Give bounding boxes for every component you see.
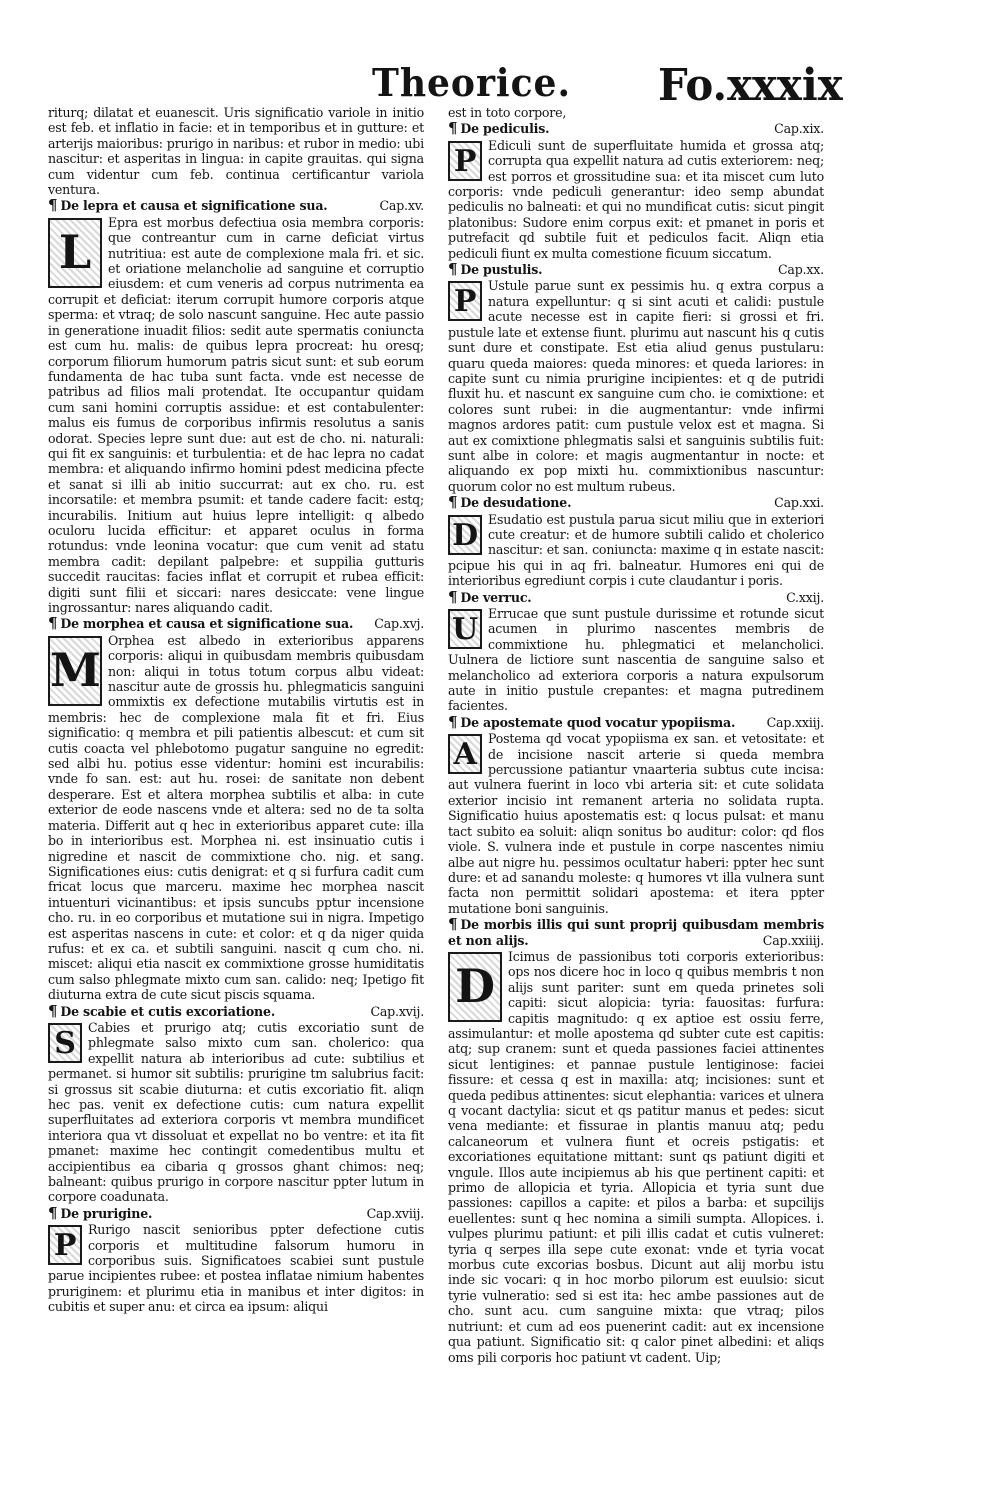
chapter-number: Cap.xxiij. xyxy=(766,714,824,730)
heading-text: De scabie et cutis excoriatione. xyxy=(60,1003,276,1019)
heading-text: De verruc. xyxy=(460,589,532,605)
heading-text: De pediculis. xyxy=(460,121,550,137)
right-column xyxy=(448,105,824,1365)
right-paragraph: Errucae que sunt pustule durissime et rotunde sicut acumen in plurimo nascentes membris de commixtione hu. phlegmatici et melancholici. Uulnera de lictiore sunt nascentia de sanguine salso et melancholico ad exteriora corporis a natura expulsorum aute in initio pustule crepantes: et magna putredinem facientes. xyxy=(448,606,824,714)
chapter-heading xyxy=(48,1001,424,1020)
chapter-number: Cap.xvj. xyxy=(374,616,424,632)
chapter-heading xyxy=(448,262,824,277)
heading-text: De pustulis. xyxy=(460,262,543,278)
chapter-number: Cap.xix. xyxy=(774,121,824,137)
chapter-heading xyxy=(48,1203,424,1222)
pilcrow-icon: ¶ xyxy=(48,1203,58,1222)
chapter-heading xyxy=(48,198,424,213)
chapter-number: Cap.xx. xyxy=(777,262,824,278)
chapter-number: Cap.xv. xyxy=(379,198,424,214)
chapter-heading xyxy=(448,121,824,136)
left-paragraph: Epra est morbus defectiua osia membra corporis: que contreantur cum in carne deficiat virtus nutritiua: est aute de complexione mala fri. et sic. et oriatione melancholie ad sanguine et corruptio eiusdem: et cum veneris ad corpus nutrimenta ea corrupit et deficiat: iterum corrupit humore corporis atque sperma: et vtraq; de solo nascunt sanguine. Hec aute passio in generatione inuadit filios: sedit aute spermatis coniuncta est cum hu. malis: de quibus lepra procreat: hu oresq; corporum filiorum humorum patris sicut sunt: et sub eorum fundamenta de hac tuba sunt facta. vnde est necesse de patribus ad filios mali protendat. Ite occupantur quidam cum sani homini corruptis assidue: et est contabulenter: malus eis fumus de corporibus infirmis resolutus a sanis odorat. Species lepre sunt due: aut est de cho. ni. naturali: qui fit ex sanguinis: et turbulentia: et de hac lepra no cadat membra: et aliquando infirmo homini pdest medicina pfecte et sanat si illi ab initio succurrat: aut ex cho. ru. est incorsatile: et membra psumit: et tande cadere facit: estq; incurabilis. Initium aut huius lepre intelligit: q albedo oculoru lucida efficitur: et apparet oculus in forma rotundus: vnde leonina vocatur: que cum venit ad statu membra cadit: depilant palpebre: et suppilia gutturis succedit raucitas: facies inflat et corrupit et rubea efficit: digiti sunt filii et siccari: nares desiccate: vene lingue ingrossantur: nares aliquando cadit. xyxy=(48,214,424,615)
right-paragraph: Postema qd vocat ypopiisma ex san. et vetositate: et de incisione nascit arterie si queda membra percussione patiantur vnaarteria subtus cute incisa: aut vulnera fuerint in loco vbi arteria sit: et cute solidata exterior incisio int remanent arteria no solidata rupta. Significatio huius apostematis est: q locus pulsat: et manu tact subito ea soluit: aliqn sonitus bo auditur: color: qd flos viole. S. vulnera inde et pustule in corpe nascentes nimiu albe aut nigre hu. pessimos ocultatur haberi: ppter hec sunt dure: et ad sanandu moleste: q humores vt illa vulnera sunt facta non permittit solidari apostema: et itera ppter mutatione boni sanguinis. xyxy=(448,731,824,916)
heading-text: De morphea et causa et significatione sua. xyxy=(60,616,354,632)
woodcut-initial: L xyxy=(48,218,102,288)
right-paragraph: Ediculi sunt de superfluitate humida et grossa atq; corrupta qua expellit natura ad cutis exteriorem: neq; est porros et grossitudine sua: et ita miscet cum luto corporis: vnde pediculi generantur: ideo semp abundat pediculis no balneati: et qui no mundificat cutis: sicut pingit platonibus: Sudore enim corpus exit: et pmanet in poris et putrefacit qd subtile fuit et pediculos facit. Aliqn etia pediculi fiunt ex multa comestione ficuum siccatum. xyxy=(448,137,824,261)
pilcrow-icon: ¶ xyxy=(48,614,58,633)
pilcrow-icon: ¶ xyxy=(48,196,58,215)
heading-text: De desudatione. xyxy=(460,495,572,511)
woodcut-initial: U xyxy=(448,609,482,649)
pilcrow-icon: ¶ xyxy=(448,587,458,606)
woodcut-initial: A xyxy=(448,734,482,774)
chapter-number: Cap.xviij. xyxy=(366,1205,424,1221)
chapter-heading xyxy=(448,495,824,510)
chapter-number: C.xxij. xyxy=(786,589,824,605)
right-paragraph: Ustule parue sunt ex pessimis hu. q extra corpus a natura expelluntur: q si sint acuti et calidi: pustule acute necesse est in capite fieri: si grossi et fri. pustule late et extense fiunt. plurimu aut nascunt his q cutis sunt dure et constipate. Est etia aliud genus pustularu: quaru queda maiores: queda minores: et queda lariores: in capite sunt cu nimia prurigine incipientes: et q de putridi fluxit hu. et nascunt ex sanguine cum cho. ie comixtione: et colores sunt rubei: in die augmentantur: vnde infirmi magnos ardores patit: cum pustule velox est et magna. Si aut ex comixtione phlegmatis salsi et sanguinis subtilis fuit: sunt albe in colore: et magis augmentantur in nocte: et aliquando ex pop mixti hu. commixtionibus nascuntur: quorum color no est multum rubeus. xyxy=(448,278,824,494)
woodcut-initial: D xyxy=(448,952,502,1022)
heading-text: De prurigine. xyxy=(60,1205,153,1221)
pilcrow-icon: ¶ xyxy=(448,712,458,731)
pilcrow-icon: ¶ xyxy=(448,493,458,512)
woodcut-initial: D xyxy=(448,515,482,555)
left-paragraph: Rurigo nascit senioribus ppter defectione cutis corporis et multitudine falsorum humoru in corporibus suis. Significatoes scabiei sunt pustule parue incipientes rubee: et postea inflatae nimium habentes pruriginem: et plurimu etia in manibus et inter digitos: in cubitis et super anu: et circa ea ipsum: aliqui xyxy=(48,1222,424,1315)
pilcrow-icon: ¶ xyxy=(448,915,458,934)
heading-text: De morbis illis qui sunt proprij quibusdam membris et non alijs. xyxy=(448,917,824,948)
right-paragraph: Esudatio est pustula parua sicut miliu que in exteriori cute creatur: et de humore subtili calido et cholerico nascitur: et san. coniuncta: maxime q in estate nascit: pcipue his qui in aq fri. balneatur. Humores eni qui de interioribus egrediunt corpis i cute claudantur i poris. xyxy=(448,511,824,589)
running-title: Theorice. xyxy=(372,60,571,105)
chapter-number: Cap.xxi. xyxy=(774,495,824,511)
chapter-heading xyxy=(448,712,824,731)
folio-number: Fo.xxxix xyxy=(658,60,843,111)
heading-text: De lepra et causa et significatione sua. xyxy=(60,198,328,214)
chapter-heading xyxy=(448,587,824,606)
right-paragraph: est in toto corpore, xyxy=(448,105,567,120)
left-paragraph: Cabies et prurigo atq; cutis excoriatio sunt de phlegmate salso mixto cum san. cholerico: qua expellit natura ab interioribus ad cute: subtilius et permanet. si humor sit subtilis: prurigine tm salubrius facit: si grossus sit scabie diuturna: et cutis excoriatio fit. aliqn hec pas. venit ex defectione cutis: cum natura expellit superfluitates ad exteriora corporis vt membra mundificet interiora qua vt dissoluat et expellat no bo ventre: et ita fit pmanet: maxime hec contingit comedentibus multu et accipientibus ea cibaria q grossos ghant chimos: neq; balneant: quibus prurigo in corpore nascitur ppter lutum in corpore coadunata. xyxy=(48,1019,424,1205)
left-column xyxy=(48,105,424,1315)
right-paragraph: Icimus de passionibus toti corporis exterioribus: ops nos dicere hoc in loco q quibus membris t non alijs sunt pariter: sunt em queda prinetes soli capiti: sicut alopicia: tyria: fauositas: furfura: capitis magnitudo: q ex aptioe est ossiu ferre, assimulantur: et molle apostema qd subter cute est capitis: atq; sup cranem: sunt et queda passiones faciei attinentes sicut lentigines: et pannae pustule lentiginose: faciei fissure: et cessa q est in maxilla: atq; incisiones: sunt et queda pedibus attinentes: sicut elephantia: varices et ulnera q vocant dactylia: sicut et qs patitur manus et pedes: sicut vena mediante: et fissurae in plantis manuu atq; pedu calcaneorum et vulnera fiunt et ocreis pstigatis: et excoriationes equitatione mittant: sunt qs patiunt digiti et vngule. Illos aute incipiemus ab his que pertinent capiti: et primo de allopicia et tyria. Allopicia et tyria sunt due passiones: capillos a capite: et pilos a barba: et supcilijs euellentes: sunt q hec nomina a simili sumpta. Allopices. i. vulpes plurimu patiunt: et pili illis cadat et cutis vulneret: tyria q serpes illa sepe cute exonat: vnde et tyria vocat morbus cute excorias bosbus. Dicunt aut alij morbu istu inde sic vocari: q in hoc morbo pilorum est euulsio: sicut tyrie vulneratio: sed si est ita: hec ambe passiones aut de cho. sunt acu. cum sanguine mixta: que vtraq; pilos nutriunt: et cum ad eos puenerint cadit: aut ex incensione qua patiunt. Significatio sit: q calor pinet albedini: et aliqs oms pili corporis hoc patiunt vt cadent. Uip; xyxy=(448,948,824,1365)
pilcrow-icon: ¶ xyxy=(448,260,458,279)
woodcut-initial: M xyxy=(48,636,102,706)
pilcrow-icon: ¶ xyxy=(48,1001,58,1020)
chapter-number: Cap.xxiiij. xyxy=(762,932,824,948)
chapter-number: Cap.xvij. xyxy=(370,1003,424,1019)
left-paragraph: riturq; dilatat et euanescit. Uris significatio variole in initio est feb. et inflatio in facie: et in temporibus et in gutture: et arterijs maioribus: prurigo in naribus: et rubor in medio: ubi nascitur: et asperitas in lingua: in capite grauitas. qui signa cum videntur cum feb. continua certificantur variola ventura. xyxy=(48,105,424,198)
pilcrow-icon: ¶ xyxy=(448,119,458,138)
woodcut-initial: P xyxy=(48,1225,82,1265)
woodcut-initial: S xyxy=(48,1023,82,1063)
chapter-heading xyxy=(48,616,424,631)
woodcut-initial: P xyxy=(448,141,482,181)
heading-text: De apostemate quod vocatur ypopiisma. xyxy=(460,714,736,730)
chapter-heading xyxy=(448,917,824,948)
woodcut-initial: P xyxy=(448,281,482,321)
left-paragraph: Orphea est albedo in exterioribus apparens corporis: aliqui in quibusdam membris quibusdam non: aliqui in totus totum corpus albu videat: nascitur aute de grossis hu. phlegmaticis sanguini ommixtis ex defectione mutabilis virtutis est in membris: hec de complexione mala fit et fri. Eius significatio: q membra et pili patientis albescut: et cum sit cutis coacta vel phlebotomo pugatur sanguine no egredit: sed albi hu. potius esse videntur: homini est incurabilis: vnde fo san. est: aut hu. rosei: de sanitate non debent desperare. Est et altera morphea subtilis et alba: in cute exterior de eode nascens vnde et altera: sed no de ta solta materia. Differit aut q hec in exterioribus apparet cute: illa bo in interioribus est. Morphea ni. est insinuatio cutis i nigredine et nascit de commixtione cho. nig. et sang. Significationes eius: cutis denigrat: et q si furfura cadit cum fricat locus que marceru. maxime hec morphea nascit intuenturi vicinantibus: et ipsis suncubs pptur incensione cho. ru. in eo corporibus et mutatione sui in nigra. Impetigo est asperitas nascens in cute: et color: et q da niger quida rufus: et ex ca. et subtili sanguini. nascit q cum cho. ni. miscet: aliqui etia nascit ex commixtione grosse humiditatis cum salso phlegmate mixto cum san. calido: neq; Ipetigo fit diuturna extra de cute sicut piscis squama. xyxy=(48,632,424,1003)
